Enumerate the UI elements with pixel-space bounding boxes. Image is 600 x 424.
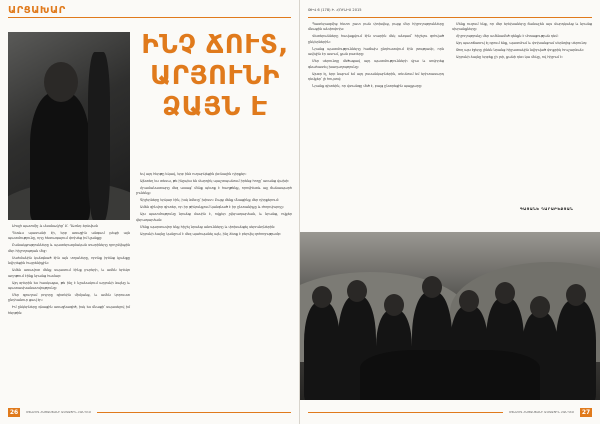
- paragraph: Ամեն զինվոր գիտեր, որ իր թիկունքում կանգնած է իր ընտանիքը և ժողովուրդը։: [140, 205, 284, 210]
- paragraph: Արյունի ձայնը կանչում է մեզ պահպանել այն, ինչ ձեռք է բերվել զոհողությամբ։: [140, 231, 282, 236]
- paragraph: Հրամանատարը մեզ ասաց՝ մենք պետք է հաղթենք, որովհետև այլ ճանապարհ չունենք։: [136, 186, 292, 196]
- paragraph: Եվ այդ հերթը եկավ, երբ ինձ ուղարկեցին լեռնային դիրքեր։: [140, 172, 247, 176]
- footer-right: [308, 406, 592, 418]
- paragraph: Հիշողությունը մեր ամենամեծ զենքն է մոռացության դեմ։: [456, 34, 559, 39]
- paragraph: Մենք ուզում ենք, որ մեր երեխաները ճանաչեն այս մարդկանց և նրանց սխրանքները։: [452, 22, 592, 32]
- page-number: 26: [9, 408, 19, 416]
- paragraph: Սահմանին կանգնած էին այն տղաները, որոնք իրենց կյանքը նվիրեցին հայրենիքին։: [8, 255, 130, 266]
- masthead-right: [308, 3, 362, 17]
- paragraph: Դեռևս պատանի էի, երբ առաջին անգամ լսեցի այն պատմությունը, որը հետագայում փոխեց իմ կյանքը։: [8, 231, 130, 241]
- page-number: 27: [581, 408, 591, 416]
- paragraph: Թող այս էջերը լինեն նրանց հիշատակին նվիրված փոքրիկ հուշարձան։: [456, 48, 584, 53]
- footer-left: [8, 406, 291, 418]
- magazine-logo: ԱՐՑԱԽԱՐ: [8, 4, 66, 16]
- footer-text: ՄՏԱՀՈԳ ՀԱՅԱՍՏԱՆԻ ԱԶԳԱՅԻՆ ՀԱՆԴԵՍ: [26, 410, 91, 414]
- paragraph: Մեր գյուղում բոլորը գիտեին միմյանց, և ամեն կորուստ ընդհանուր ցավ էր։: [8, 293, 130, 303]
- paragraph: Մենք պարտավոր ենք հիշել նրանց անունները և փոխանցել սերունդներին։: [140, 224, 276, 229]
- footer-rule: [308, 412, 503, 413]
- paragraph: Այնտեղ ես տեսա, թե ինչպես են մարդիկ պաշտպանում իրենց հողը՝ առանց վախի։: [140, 179, 290, 183]
- paragraph: Այսօր էլ, երբ նայում եմ այդ լուսանկարներին, տեսնում եմ երիտասարդ դեմքեր՝ լի հույսով։: [308, 71, 444, 82]
- paragraph: Արյունի ձայնը երբեք չի լռի, քանի դեռ կա մեկը, ով հիշում է։: [456, 55, 564, 60]
- left-column-2: [136, 172, 292, 239]
- paragraph: Այդ պատճառով էլ գրում ենք, պատմում և փոխանցում սերնդից սերունդ։: [456, 41, 588, 46]
- issue-info: ԹԻՎ 6 (178) Ի. ՀՈՒՆԻՍ 2015: [308, 8, 362, 12]
- boy-photo: [8, 32, 130, 220]
- paragraph: Նրանց պատմությունները հաճախ ընդհատվում էին լռությամբ, որն ավելին էր ասում, քան բառերը։: [308, 46, 444, 57]
- soldiers-group-photo: [300, 232, 600, 400]
- paragraph: Մեր սերունդը մեծացավ այդ պատմությունների վրա և սովորեց գնահատել խաղաղությունը։: [308, 59, 444, 69]
- paragraph: Վետերանները հավաքվում էին տարին մեկ անգամ՝ հիշելու զոհված ընկերներին։: [308, 34, 444, 44]
- left-column-1: [8, 224, 130, 318]
- author-name: ԳԱՅԱՆԵ ՂԱՐԱԲԵՔՅԱՆ: [520, 206, 574, 211]
- right-column-2: [452, 22, 592, 62]
- paragraph: Իմ ընկերները գնացին առաջնագիծ, իսկ ես մնացի՝ սպասելով իմ հերթին։: [8, 305, 130, 315]
- right-page: [300, 0, 600, 424]
- photo-caption: Սոսլի պատմիչ և մասնակից՝ Մ. Ղևոնդ Երեմյան: [12, 224, 98, 228]
- masthead-rule: [8, 17, 291, 18]
- article-headline: ԻՆՉ ՃՈՒՏ, ԱՐՅՈՒՆԻ ՁԱՅՆ Է: [141, 30, 289, 122]
- paragraph: Ամեն առավոտ մենք սպասում էինք լուրերի, և ամեն երեկո աղոթում էինք նրանց համար։: [8, 268, 130, 278]
- footer-rule: [97, 412, 291, 413]
- right-column-1: [308, 22, 444, 91]
- paragraph: Նրանք գիտեին, որ վտանգը մեծ է, բայց ընտրեցին պայքարը։: [312, 84, 423, 89]
- masthead-rule: [308, 17, 592, 18]
- paragraph: Գիշերները երկար էին, իսկ ձմեռը՝ խիստ։ Բայց մենք մնացինք մեր դիրքերում։: [140, 198, 280, 203]
- masthead-left: [8, 3, 66, 17]
- paragraph: Այս պատմությունը նրանց մասին է, ովքեր չվերադարձան, և նրանց, ովքեր վերադարձան։: [136, 212, 292, 222]
- paragraph: Այդ օրերին ես հասկացա, թե ինչ է նշանակում արյունի ձայնը և պատասխանատվությունը։: [8, 280, 130, 291]
- footer-text: ՄՏԱՀՈԳ ՀԱՅԱՍՏԱՆԻ ԱԶԳԱՅԻՆ ՀԱՆԴԵՍ: [509, 410, 574, 414]
- paragraph: Պատերազմից հետո շատ բան փոխվեց, բայց մեր հիշողությունները մնացին անփոփոխ։: [308, 22, 444, 32]
- paragraph: Բանակցությունները և պատերազմական տարիները դրոշմվեցին մեր հիշողության մեջ։: [8, 243, 130, 253]
